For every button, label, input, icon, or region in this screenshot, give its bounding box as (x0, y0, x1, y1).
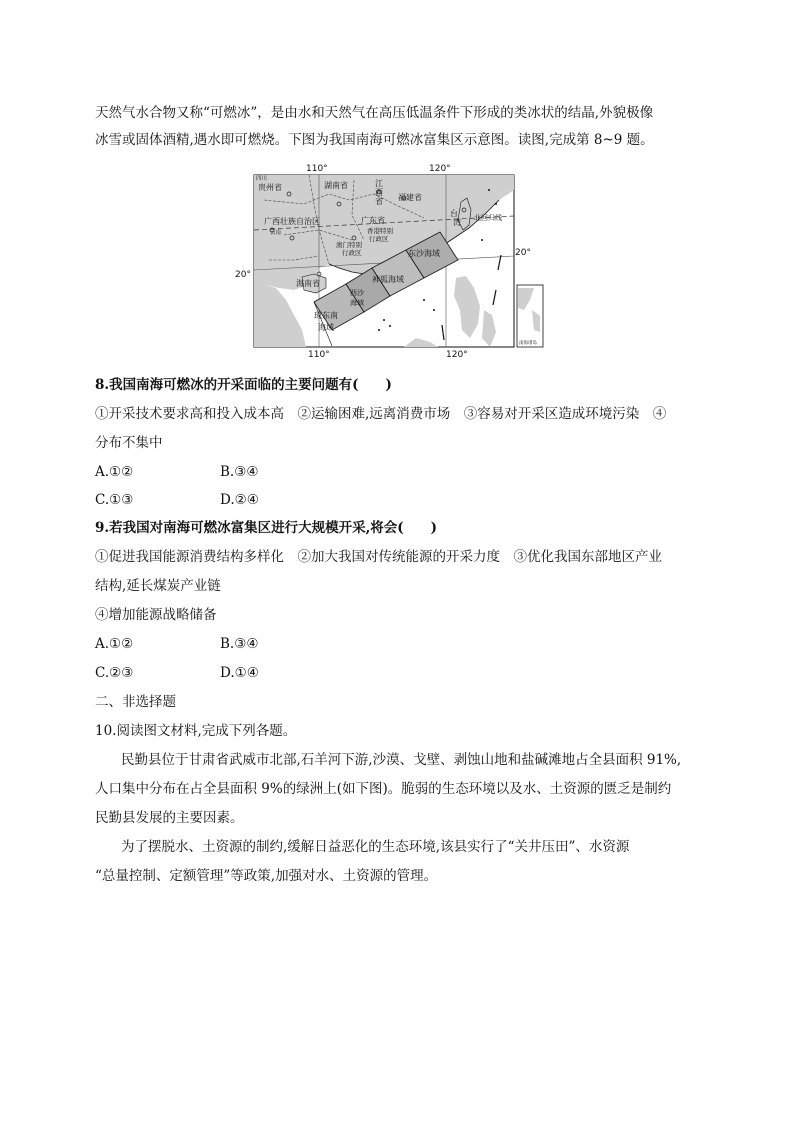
intro-line-2: 冰雪或固体酒精,遇水即可燃烧。下图为我国南海可燃冰富集区示意图。读图,完成第 8~9 题。 (95, 132, 654, 148)
q10-p1-line-3: 民勤县发展的主要因素。 (95, 810, 244, 826)
label-jiangxi-3: 省 (375, 197, 383, 206)
label-taiwan-1: 台 (450, 209, 458, 218)
label-sichuan: 四川 (256, 176, 268, 182)
q9-option-a[interactable]: A.①② (95, 636, 134, 652)
label-macao-2: 行政区 (342, 249, 362, 257)
q8-option-b[interactable]: B.③④ (220, 464, 259, 480)
q8-option-d[interactable]: D.②④ (220, 492, 259, 508)
q9-line-1: ①促进我国能源消费结构多样化 ②加大我国对传统能源的开采力度 ③优化我国东部地区产业 (95, 549, 662, 565)
label-xisha-1: 西沙 (350, 289, 364, 297)
lon-bottom-left: 110° (308, 350, 330, 358)
q8-line-2: 分布不集中 (95, 435, 163, 451)
lon-bottom-right: 120° (446, 350, 468, 358)
lat-left: 20° (235, 270, 251, 280)
section-heading: 二、非选择题 (95, 694, 176, 710)
label-tropic: 北回归线 (474, 214, 502, 222)
q10-p2-line-2: “总量控制、定额管理”等政策,加强对水、土资源的管理。 (95, 868, 438, 884)
lon-top-left: 110° (306, 164, 328, 174)
q9-option-d[interactable]: D.①④ (220, 665, 259, 681)
q8-stem: 8.我国南海可燃冰的开采面临的主要问题有( ) (95, 377, 392, 393)
label-macao-1: 澳门特别 (336, 241, 362, 249)
q9-option-c[interactable]: C.②③ (95, 665, 134, 681)
q9-option-b[interactable]: B.③④ (220, 636, 259, 652)
label-hunan: 湖南省 (324, 181, 348, 190)
label-guangdong: 广东省 (361, 216, 385, 225)
label-jiangxi-1: 江 (375, 179, 383, 188)
label-hongkong-2: 行政区 (369, 235, 389, 243)
q10-p2-line-1: 为了摆脱水、土资源的制约,缓解日益恶化的生态环境,该县实行了“关井压田”、水资源 (121, 839, 630, 855)
label-fujian: 福建省 (398, 193, 422, 202)
q10-p1-line-2: 人口集中分布在占全县面积 9%的绿洲上(如下图)。脆弱的生态环境以及水、土资源的匮乏是制约 (95, 781, 672, 797)
lat-right: 20° (515, 248, 531, 258)
label-yunnan: 云南 (270, 230, 282, 236)
label-qiongdongnan-1: 琼东南 (314, 311, 338, 320)
label-taiwan-2: 湾 (453, 218, 461, 227)
q9-stem: 9.若我国对南海可燃冰富集区进行大规模开采,将会( ) (95, 520, 438, 536)
label-shenhu: 神狐海域 (372, 275, 404, 284)
label-guizhou: 贵州省 (258, 183, 282, 192)
label-jiangxi-2: 西 (375, 188, 383, 197)
intro-line-1: 天然气水合物又称“可燃冰”，是由水和天然气在高压低温条件下形成的类冰状的结晶,外貌极像 (95, 105, 654, 121)
q8-option-a[interactable]: A.①② (95, 464, 134, 480)
q8-option-c[interactable]: C.①③ (95, 492, 134, 508)
q10-p1-line-1: 民勤县位于甘肃省武威市北部,石羊河下游,沙漠、戈壁、剥蚀山地和盐碱滩地占全县面积 91%, (121, 752, 682, 768)
south-china-sea-map (234, 160, 544, 358)
label-xisha-2: 海域 (350, 299, 364, 307)
label-dongsha: 东沙海域 (408, 249, 440, 258)
q9-line-3: ④增加能源战略储备 (95, 607, 217, 623)
label-guangxi: 广西壮族自治区 (264, 217, 320, 226)
label-hainan: 海南省 (296, 279, 320, 288)
label-qiongdongnan-2: 海域 (318, 323, 334, 332)
q8-line-1: ①开采技术要求高和投入成本高 ②运输困难,远离消费市场 ③容易对开采区造成环境污染 ④ (95, 406, 667, 422)
q9-line-2: 结构,延长煤炭产业链 (95, 578, 221, 594)
q10-stem: 10.阅读图文材料,完成下列各题。 (95, 723, 297, 739)
inset-label: 南海诸岛 (519, 341, 537, 346)
label-hongkong-1: 香港特别 (367, 227, 393, 235)
lon-top-right: 120° (429, 164, 451, 174)
